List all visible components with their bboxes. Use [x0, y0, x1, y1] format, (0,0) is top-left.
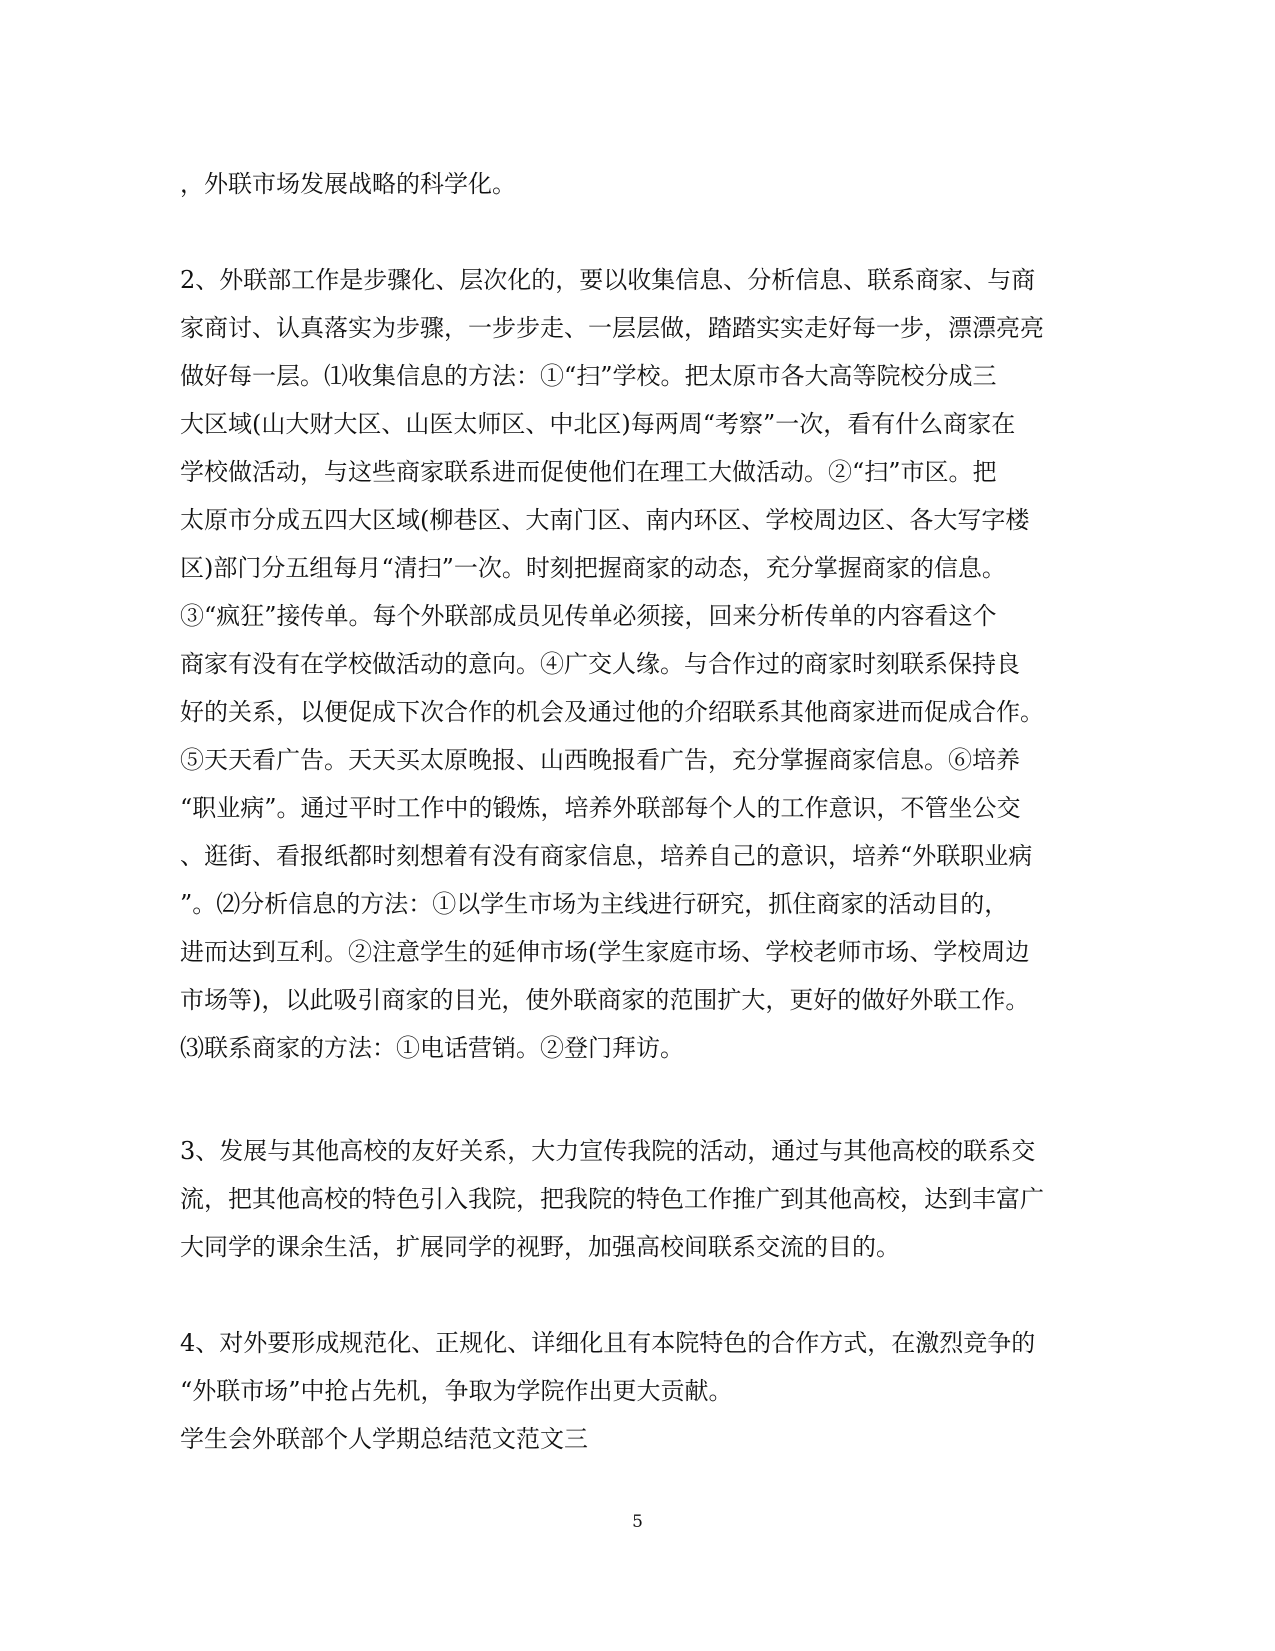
text-line: 市场等)，以此吸引商家的目光，使外联商家的范围扩大，更好的做好外联工作。 [180, 986, 1030, 1014]
text-line: 商家有没有在学校做活动的意向。④广交人缘。与合作过的商家时刻联系保持良 [180, 650, 1020, 678]
paragraph-item-3 [180, 1127, 1080, 1271]
text-line: 2、外联部工作是步骤化、层次化的，要以收集信息、分析信息、联系商家、与商 [180, 266, 1036, 294]
text-line: 学校做活动，与这些商家联系进而促使他们在理工大做活动。②“扫”市区。把 [180, 458, 997, 486]
text-line: 、逛街、看报纸都时刻想着有没有商家信息，培养自己的意识，培养“外联职业病 [180, 842, 1033, 870]
text-line: ”。⑵分析信息的方法：①以学生市场为主线进行研究，抓住商家的活动目的， [180, 890, 1009, 918]
heading-text: 学生会外联部个人学期总结范文范文三 [180, 1425, 588, 1453]
text-line: 流，把其他高校的特色引入我院，把我院的特色工作推广到其他高校，达到丰富广 [180, 1185, 1044, 1213]
text-line: 做好每一层。⑴收集信息的方法：①“扫”学校。把太原市各大高等院校分成三 [180, 362, 997, 390]
text-line: “外联市场”中抢占先机，争取为学院作出更大贡献。 [180, 1377, 733, 1405]
text-line: 3、发展与其他高校的友好关系，大力宣传我院的活动，通过与其他高校的联系交 [180, 1137, 1036, 1165]
text-line: 区)部门分五组每月“清扫”一次。时刻把握商家的动态，充分掌握商家的信息。 [180, 554, 1006, 582]
text-line: 太原市分成五四大区域(柳巷区、大南门区、南内环区、学校周边区、各大写字楼 [180, 506, 1030, 534]
paragraph-intro [180, 160, 1080, 208]
text-line: 好的关系，以便促成下次合作的机会及通过他的介绍联系其他商家进而促成合作。 [180, 698, 1044, 726]
text-line: 进而达到互利。②注意学生的延伸市场(学生家庭市场、学校老师市场、学校周边 [180, 938, 1030, 966]
paragraph-item-2 [180, 256, 1080, 1072]
text-line: 大区域(山大财大区、山医太师区、中北区)每两周“考察”一次，看有什么商家在 [180, 410, 1016, 438]
text-line: 家商讨、认真落实为步骤，一步步走、一层层做，踏踏实实走好每一步，漂漂亮亮 [180, 314, 1044, 342]
page-number: 5 [632, 1512, 643, 1532]
text-line: “职业病”。通过平时工作中的锻炼，培养外联部每个人的工作意识，不管坐公交 [180, 794, 1021, 822]
paragraph-item-4 [180, 1319, 1080, 1415]
text-line: ③“疯狂”接传单。每个外联部成员见传单必须接，回来分析传单的内容看这个 [180, 602, 997, 630]
text-line: ⑤天天看广告。天天买太原晚报、山西晚报看广告，充分掌握商家信息。⑥培养 [180, 746, 1020, 774]
text-line: 大同学的课余生活，扩展同学的视野，加强高校间联系交流的目的。 [180, 1233, 900, 1261]
text-line: ，外联市场发展战略的科学化。 [180, 170, 516, 198]
text-line: 4、对外要形成规范化、正规化、详细化且有本院特色的合作方式，在激烈竞争的 [180, 1329, 1036, 1357]
section-heading [180, 1415, 1080, 1463]
text-line: ⑶联系商家的方法：①电话营销。②登门拜访。 [180, 1034, 684, 1062]
